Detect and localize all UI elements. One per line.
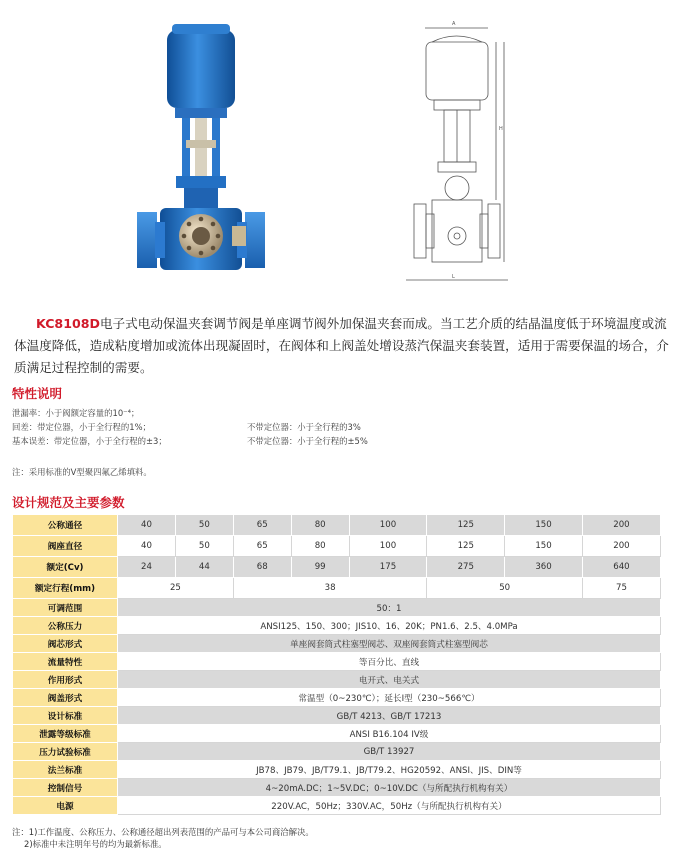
table-row: 可调范围 50：1 bbox=[13, 599, 661, 617]
spec-table bbox=[12, 514, 661, 815]
table-row: 法兰标准 JB78、JB79、JB/T79.1、JB/T79.2、HG20592、ANSI、JIS、DIN等 bbox=[13, 761, 661, 779]
table-row: 流量特性 等百分比、直线 bbox=[13, 653, 661, 671]
row-label: 法兰标准 bbox=[13, 761, 118, 779]
valve-drawing bbox=[406, 21, 508, 280]
footnotes bbox=[12, 826, 314, 850]
intro-paragraph bbox=[14, 313, 678, 379]
intro-text: 电子式电动保温夹套调节阀是单座调节阀外加保温夹套而成。当工艺介质的结晶温度低于环境温度或流体温度降低，造成粘度增加或流体出现凝固时，在阀体和上阀盖处增设蒸汽保温夹套装置，适用于需要保温的场合，介质满足过程控制的需要。 bbox=[14, 316, 669, 375]
table-row: 阀盖形式 常温型（0~230℃）；延长I型（230~566℃） bbox=[13, 689, 661, 707]
table-row: 电源 220V.AC，50Hz；330V.AC，50Hz（与所配执行机构有关） bbox=[13, 797, 661, 815]
product-figures bbox=[0, 0, 691, 300]
model-number: KC8108D bbox=[36, 316, 100, 331]
svg-text:L: L bbox=[452, 274, 455, 280]
feature-row: 基本误差：带定位器，小于全行程的±3； 不带定位器：小于全行程的±5% bbox=[12, 436, 368, 446]
row-label: 作用形式 bbox=[13, 671, 118, 689]
row-label: 阀芯形式 bbox=[13, 635, 118, 653]
row-label: 阀盖形式 bbox=[13, 689, 118, 707]
row-label: 压力试验标准 bbox=[13, 743, 118, 761]
table-row: 阀座直径 40 50 65 80 100 125 150 200 bbox=[13, 536, 661, 557]
svg-text:H: H bbox=[499, 126, 503, 132]
table-row: 公称压力 ANSI125、150、300；JIS10、16、20K；PN1.6、2.5、4.0MPa bbox=[13, 617, 661, 635]
features-list bbox=[12, 406, 672, 448]
row-label: 额定(Cv) bbox=[13, 557, 118, 578]
feature-row: 泄漏率：小于阀额定容量的10⁻⁴； bbox=[12, 408, 140, 418]
row-label: 流量特性 bbox=[13, 653, 118, 671]
table-row: 公称通径 40 50 65 80 100 125 150 200 bbox=[13, 515, 661, 536]
row-label: 公称压力 bbox=[13, 617, 118, 635]
table-row: 额定行程(mm) 25 38 50 75 bbox=[13, 578, 661, 599]
row-label: 可调范围 bbox=[13, 599, 118, 617]
svg-text:A: A bbox=[452, 21, 456, 27]
table-row: 控制信号 4~20mA.DC；1~5V.DC；0~10V.DC（与所配执行机构有关） bbox=[13, 779, 661, 797]
row-label: 公称通径 bbox=[13, 515, 118, 536]
row-label: 阀座直径 bbox=[13, 536, 118, 557]
row-label: 设计标准 bbox=[13, 707, 118, 725]
table-row: 设计标准 GB/T 4213、GB/T 17213 bbox=[13, 707, 661, 725]
spec-heading: 设计规范及主要参数 bbox=[12, 495, 125, 510]
valve-photo bbox=[137, 24, 265, 270]
table-row: 阀芯形式 单座阀套筒式柱塞型阀芯、双座阀套筒式柱塞型阀芯 bbox=[13, 635, 661, 653]
row-label: 泄露等级标准 bbox=[13, 725, 118, 743]
footnote: 2)标准中未注明年号的均为最新标准。 bbox=[24, 839, 167, 849]
row-label: 额定行程(mm) bbox=[13, 578, 118, 599]
features-note: 注：采用标准的V型聚四氟乙烯填料。 bbox=[12, 467, 152, 477]
table-row: 压力试验标准 GB/T 13927 bbox=[13, 743, 661, 761]
table-row: 泄露等级标准 ANSI B16.104 IV级 bbox=[13, 725, 661, 743]
features-heading: 特性说明 bbox=[12, 386, 63, 401]
feature-row: 回差：带定位器，小于全行程的1%； 不带定位器：小于全行程的3% bbox=[12, 422, 361, 432]
table-row: 作用形式 电开式、电关式 bbox=[13, 671, 661, 689]
row-label: 电源 bbox=[13, 797, 118, 815]
table-row: 额定(Cv) 24 44 68 99 175 275 360 640 bbox=[13, 557, 661, 578]
footnote: 注：1)工作温度、公称压力、公称通径超出列表范围的产品可与本公司商洽解决。 bbox=[12, 827, 314, 837]
row-label: 控制信号 bbox=[13, 779, 118, 797]
